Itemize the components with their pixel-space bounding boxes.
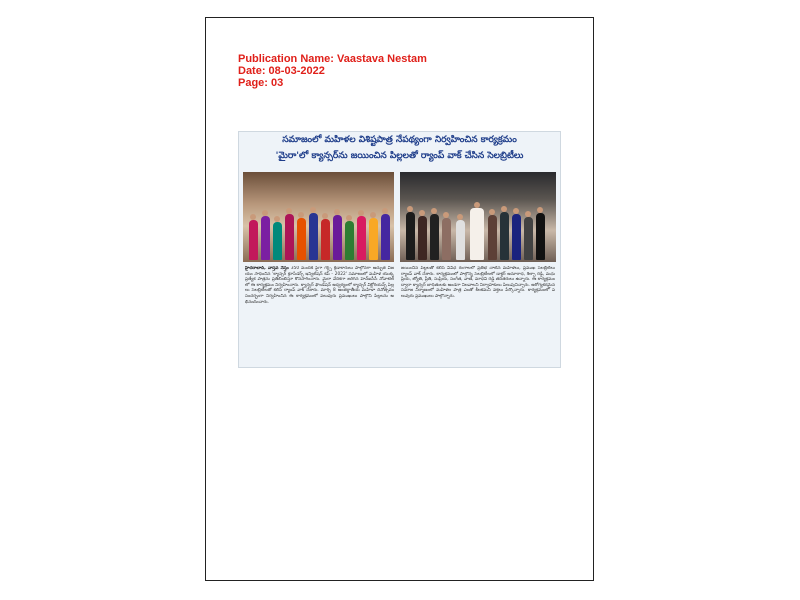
- headline-line-2: 'మైరా'లో క్యాన్సర్‌ను జయించిన పిల్లలతో ర్యాంప్ వాక్ చేసిన సెలబ్రిటీలు: [275, 151, 524, 161]
- event-photo-left: [243, 172, 394, 262]
- publication-date: Date: 08-03-2022: [238, 65, 325, 77]
- article-column-right: [401, 266, 555, 366]
- article-body-left: 350 మందికి పైగా గర్ల్స్ క్రీడాకారులు పాల్గొనగా అద్భుత విజయం సాధించిన 'క్యాన్సర్ క్రూసేడర్స్ ఇన్విటేషన్ కప్ - 2022' సమాజంలో మహిళ యొక్క ప్రత్యేక పాత్రను ప్రతిబింబిస్తూ కొనసాగించారు. మైరా వేదికగా జరిగిన హెచ్ఐసీసీ నోవాటెల్ లో ఈ కార్యక్రమం నిర్వహించారు. క్యాన్సర్ ఫౌండేషన్ అధ్వర్యంలో క్యాన్సర్ విక్టోరియన్స్ పిల్లలు సెలబ్రిటీలతో కలిసి ర్యాంప్ వాక్ చేశారు. మార్చి 8 అంతర్జాతీయ మహిళా దినోత్సవం సందర్భంగా నిర్వహించిన ఈ కార్యక్రమంలో పలువురు ప్రముఖులు పాల్గొని పిల్లలను అభినందించారు.: [245, 266, 394, 305]
- news-clipping: [238, 131, 561, 368]
- publication-name: Publication Name: Vaastava Nestam: [238, 53, 427, 65]
- publication-header: [238, 53, 427, 89]
- event-photo-right: [400, 172, 556, 262]
- article-column-left: [245, 266, 394, 366]
- headline-line-1: సమాజంలో మహిళల విశిష్టపాత్ర నేపథ్యంగా నిర్వహించిన కార్యక్రమం: [282, 135, 517, 145]
- article-dateline: హైదరాబాద్, వాస్తవ నేస్తం: [245, 266, 289, 271]
- article-body-right: జయించిన పిల్లలతో కలిసి వివిధ రంగాలలో ప్రతిభ చాటిన మహిళలు, ప్రముఖ సెలబ్రిటీలు ర్యాంప్ వాక్ చేశారు. కార్యక్రమంలో పాల్గొన్న సెలబ్రిటీలలో డాక్టర్ అనూరాధ, శిల్పా రెడ్డి, మధు ప్రియ, జ్యోతి, ప్రీతి, సుప్రియ, సంగీత, వాణి, మాధవి రెడ్డి తదితరులు ఉన్నారు. ఈ కార్యక్రమం ద్వారా క్యాన్సర్ బాధితులకు అండగా నిలవాలని నిర్వాహకులు పిలుపునిచ్చారు. ఆరోగ్యకరమైన సమాజ నిర్మాణంలో మహిళల పాత్ర ఎంతో కీలకమని వక్తలు పేర్కొన్నారు. కార్యక్రమంలో పలువురు ప్రముఖులు పాల్గొన్నారు.: [401, 266, 555, 299]
- publication-page: Page: 03: [238, 77, 284, 89]
- newspaper-page: [205, 17, 594, 581]
